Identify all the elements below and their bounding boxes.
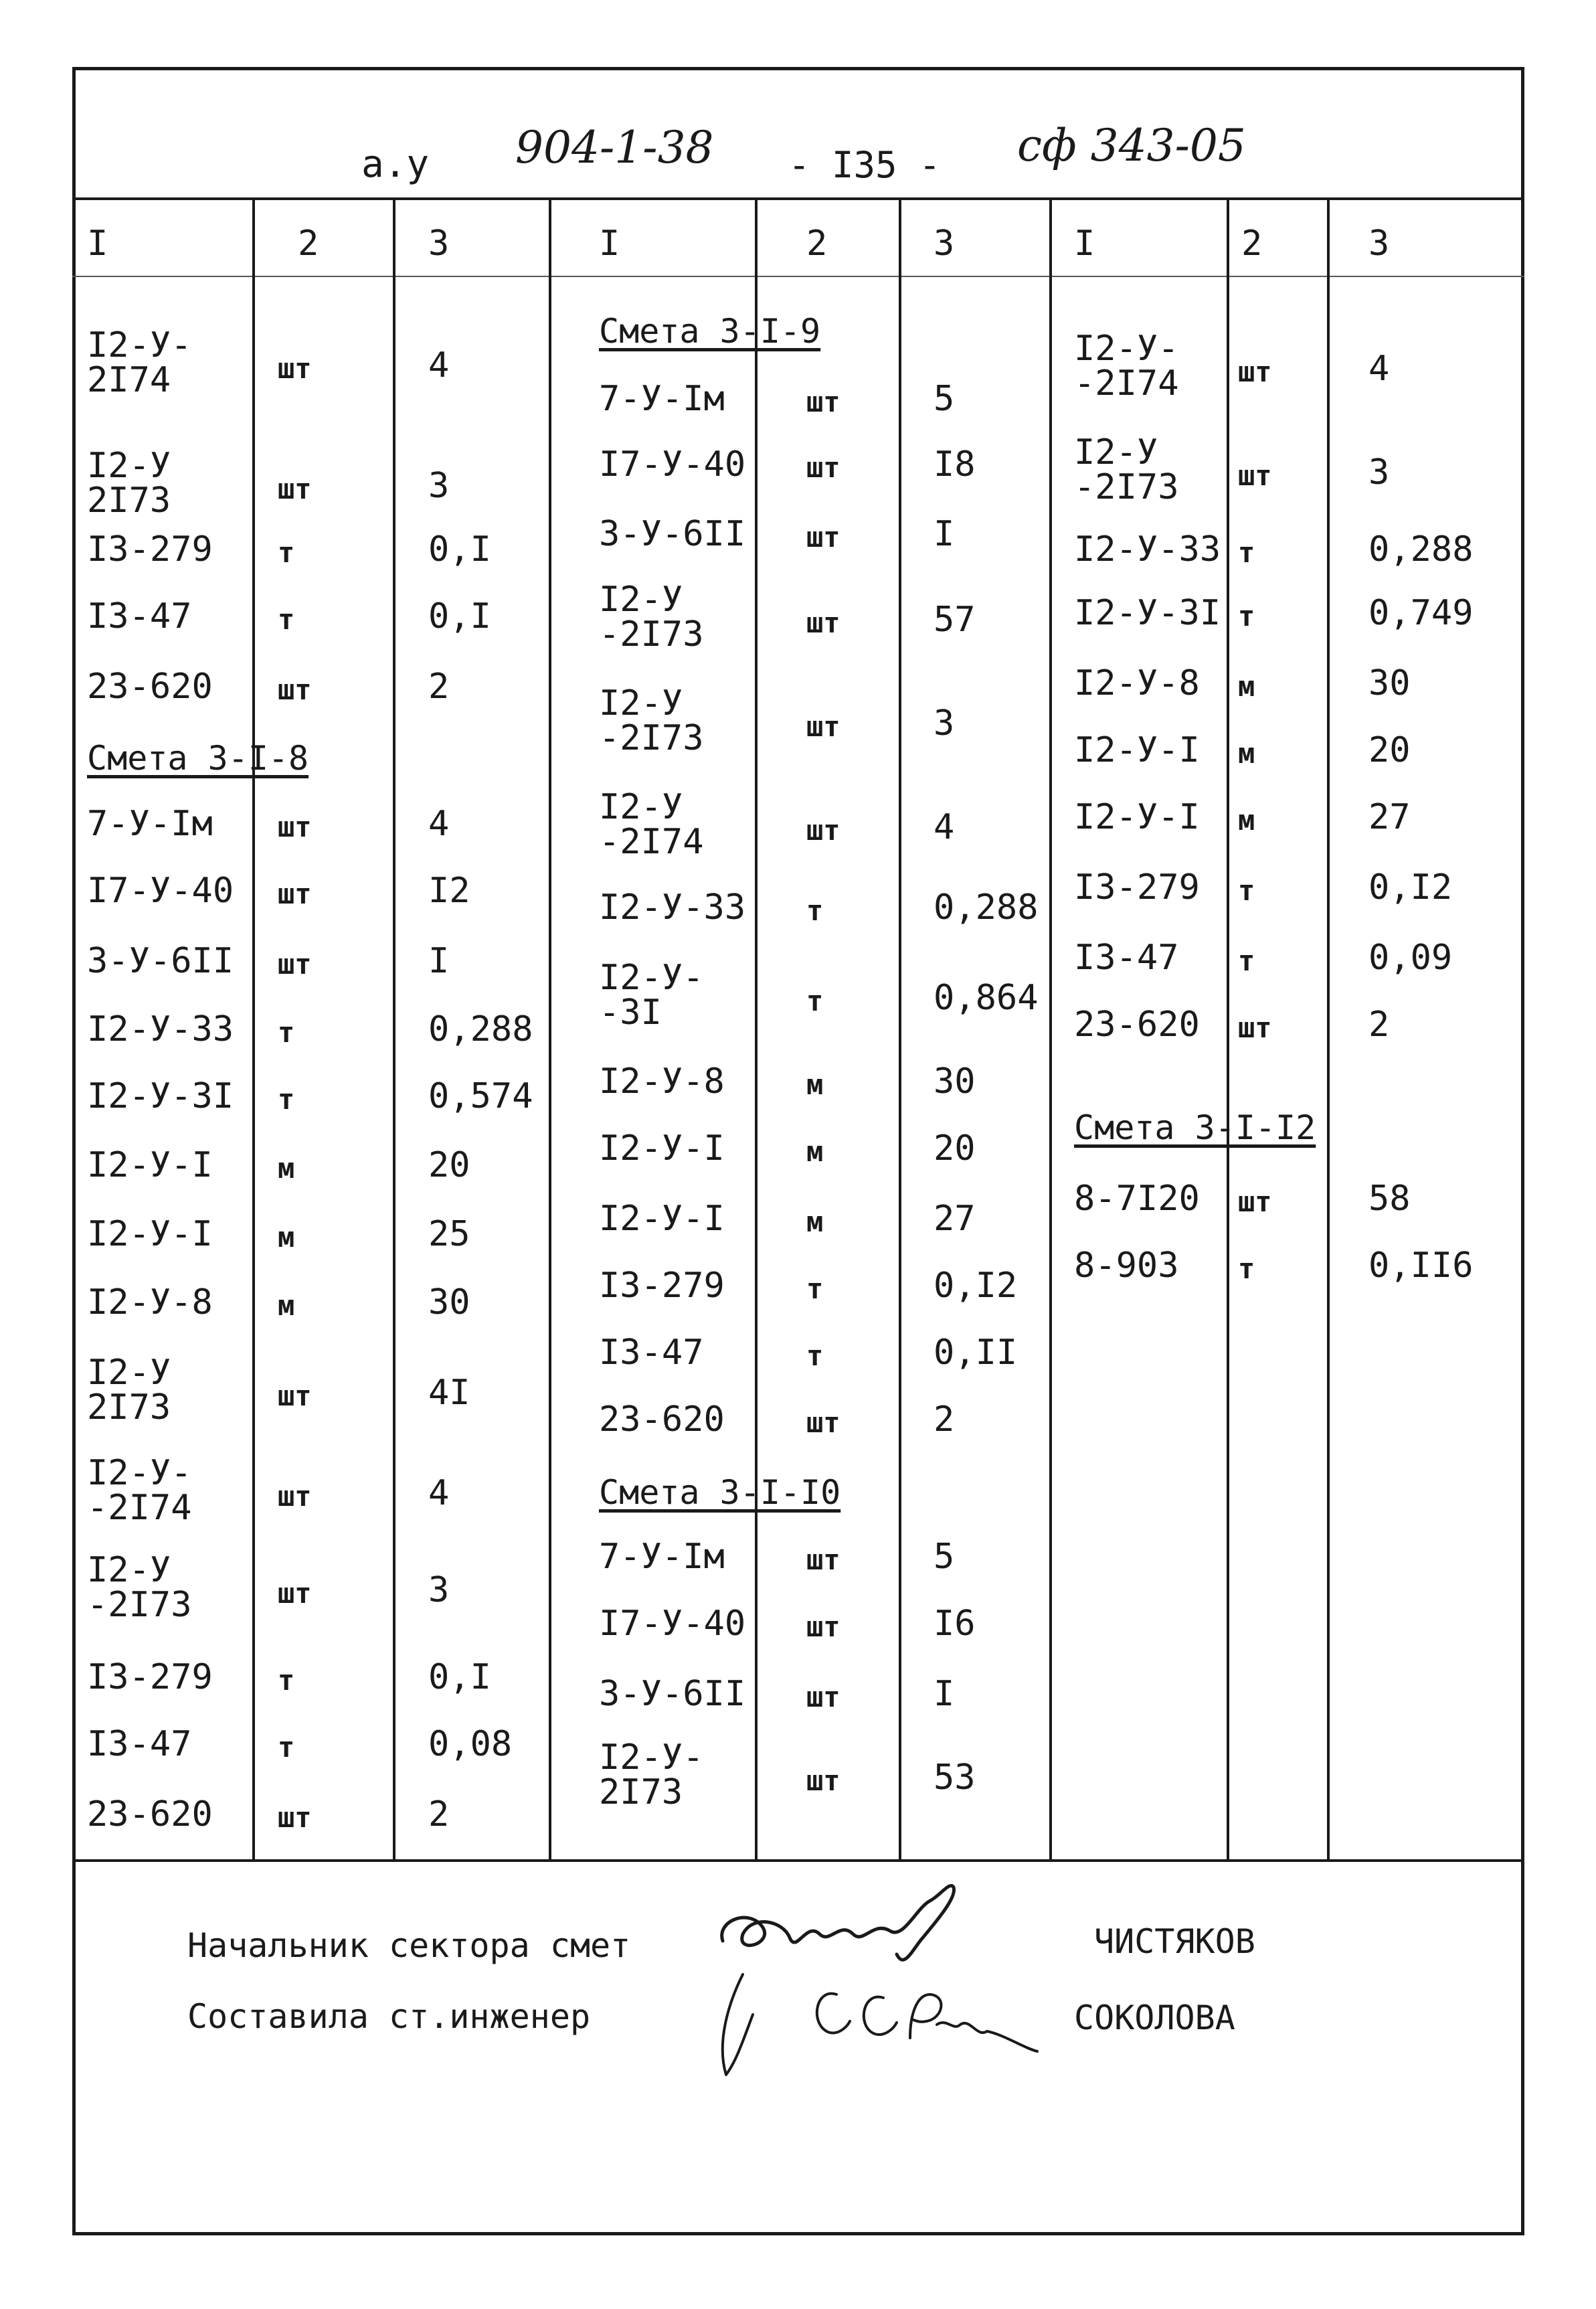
item-quantity: I [934,1674,955,1714]
col-divider [899,197,901,1859]
item-unit: м [278,1152,295,1185]
item-unit: шт [1238,1011,1272,1044]
item-unit: шт [1238,1185,1272,1218]
item-unit: м [1238,670,1255,703]
item-quantity: 0,I [428,529,491,570]
table-bottom-divider [72,1859,1524,1862]
item-unit: т [1238,536,1255,569]
item-quantity: 5 [934,379,955,419]
item-code: I2-У-3I [87,1076,234,1116]
item-code: I2-У -2I73 [599,580,704,655]
item-code: I2-У- -2I74 [1074,329,1179,404]
column-header: I [1074,224,1095,264]
item-code: I2-У -2I73 [87,1550,192,1625]
column-header-divider [72,276,1524,277]
header-prefix: а.у [361,143,430,186]
item-code: I3-279 [87,1657,213,1697]
item-code: I3-279 [599,1266,725,1306]
name-engineer: СОКОЛОВА [1074,1998,1235,2037]
column-header: 3 [934,224,955,264]
column-header: 2 [1241,224,1263,264]
column-header: I [599,224,620,264]
item-quantity: 57 [934,600,976,640]
item-code: I2-У 2I73 [87,1353,171,1428]
col-divider [1049,197,1052,1859]
item-quantity: 53 [934,1758,976,1798]
item-quantity: I [934,514,955,554]
item-unit: шт [806,814,840,847]
item-quantity: 0,08 [428,1724,513,1764]
item-unit: м [806,1068,824,1101]
item-code: 8-7I20 [1074,1179,1200,1219]
item-unit: т [278,536,295,569]
item-code: I2-У- -2I74 [87,1453,192,1528]
item-code: I2-У-I [1074,730,1200,770]
item-quantity: 4 [428,345,450,386]
item-quantity: 0,I [428,596,491,636]
project-code: 904-1-38 [515,122,714,173]
item-unit: т [806,985,824,1017]
item-quantity: 20 [934,1128,976,1169]
item-code: I2-У-8 [1074,663,1200,703]
item-code: 7-У-Iм [599,379,725,419]
item-unit: шт [278,877,312,910]
item-unit: т [278,1731,295,1764]
item-code: I7-У-40 [599,444,746,485]
item-code: I7-У-40 [87,871,234,911]
item-unit: шт [806,606,840,639]
item-unit: м [1238,737,1255,770]
item-code: I3-47 [87,1724,192,1764]
column-header: I [87,224,108,264]
item-quantity: 4 [428,1473,450,1513]
item-quantity: 2 [934,1399,955,1440]
item-code: I2-У- 2I74 [87,325,192,400]
item-quantity: 3 [934,703,955,744]
item-quantity: 0,I [428,1657,491,1697]
item-unit: шт [806,521,840,553]
signature-stroke [722,1885,954,1960]
item-code: I2-У -2I74 [599,787,704,862]
item-quantity: 25 [428,1214,470,1254]
item-code: 23-620 [87,667,213,707]
item-unit: т [806,1272,824,1305]
item-code: I2-У -2I73 [1074,432,1179,507]
item-code: I3-47 [599,1333,704,1373]
item-quantity: 0,II6 [1368,1246,1474,1286]
item-code: 23-620 [87,1794,213,1834]
item-unit: м [806,1205,824,1238]
item-unit: т [278,1664,295,1697]
item-unit: шт [278,473,312,505]
item-quantity: 4 [1368,349,1390,389]
item-code: I2-У-3I [1074,593,1221,633]
item-unit: шт [278,948,312,980]
item-quantity: 4 [428,804,450,844]
item-unit: шт [278,352,312,385]
col-divider [755,197,758,1859]
item-quantity: 30 [934,1061,976,1102]
item-code: 3-У-6II [599,1674,746,1714]
item-unit: шт [806,1406,840,1439]
item-quantity: 20 [428,1145,470,1185]
item-code: 3-У-6II [599,514,746,554]
item-unit: шт [806,386,840,418]
item-quantity: 5 [934,1537,955,1577]
column-header: 3 [1368,224,1390,264]
item-unit: т [806,894,824,927]
item-unit: шт [278,810,312,843]
item-quantity: 0,574 [428,1076,533,1116]
signature-stroke [817,1994,1037,2051]
item-code: 23-620 [599,1399,725,1440]
item-unit: шт [806,1610,840,1643]
item-unit: шт [278,1379,312,1412]
item-code: I2-У-33 [1074,529,1221,570]
item-quantity: 0,864 [934,978,1039,1018]
item-quantity: 58 [1368,1179,1411,1219]
item-code: 7-У-Iм [599,1537,725,1577]
item-code: I2-У- -3I [599,958,704,1033]
item-quantity: 2 [1368,1005,1390,1045]
column-header: 2 [298,224,319,264]
item-unit: шт [806,710,840,743]
handwritten-signatures [689,1881,1064,2102]
item-code: I3-279 [1074,867,1200,908]
item-quantity: 0,749 [1368,593,1474,633]
item-unit: шт [1238,355,1272,388]
column-header: 3 [428,224,450,264]
item-code: I2-У 2I73 [87,446,171,521]
item-unit: т [1238,1252,1255,1285]
col-divider [393,197,395,1859]
item-quantity: I6 [934,1604,976,1644]
name-head: ЧИСТЯКОВ [1094,1922,1255,1961]
item-code: I2-У-I [599,1199,725,1239]
item-unit: м [278,1289,295,1322]
item-code: I2-У-8 [87,1282,213,1322]
item-unit: т [278,1083,295,1116]
item-quantity: 0,288 [934,887,1039,928]
item-quantity: 30 [1368,663,1411,703]
item-unit: шт [278,1577,312,1610]
item-quantity: 30 [428,1282,470,1322]
item-code: I2-У-I [87,1214,213,1254]
item-code: 8-903 [1074,1246,1179,1286]
header-divider [72,197,1524,200]
item-quantity: 2 [428,667,450,707]
item-quantity: 0,09 [1368,938,1453,978]
item-code: I3-47 [87,596,192,636]
item-code: I2-У-33 [599,887,746,928]
item-quantity: 3 [428,466,450,506]
item-code: I7-У-40 [599,1604,746,1644]
item-code: I3-47 [1074,938,1179,978]
item-unit: шт [1238,459,1272,492]
item-quantity: 2 [428,1794,450,1834]
col-divider [1327,197,1330,1859]
item-code: I2-У-I [1074,797,1200,837]
page-number: - I35 - [788,144,941,186]
item-code: 7-У-Iм [87,804,213,844]
item-unit: т [278,1016,295,1049]
item-unit: шт [806,1681,840,1713]
item-unit: м [806,1135,824,1168]
item-code: I3-279 [87,529,213,570]
item-unit: т [1238,600,1255,632]
item-quantity: I2 [428,871,470,911]
item-unit: шт [278,673,312,706]
item-quantity: 20 [1368,730,1411,770]
item-unit: шт [806,1543,840,1576]
estimate-section-title: Смета 3-I-9 [599,312,821,351]
item-unit: шт [278,1801,312,1834]
estimate-section-title: Смета 3-I-8 [87,739,309,778]
col-divider [1227,197,1229,1859]
item-unit: м [278,1221,295,1254]
item-quantity: 0,II [934,1333,1018,1373]
item-code: I2-У-I [599,1128,725,1169]
item-quantity: I8 [934,444,976,485]
column-header: 2 [806,224,828,264]
item-quantity: 0,I2 [934,1266,1018,1306]
signature-stroke [723,1974,753,2075]
item-quantity: 4 [934,807,955,847]
item-code: 3-У-6II [87,941,234,981]
item-quantity: 3 [1368,452,1390,493]
item-unit: т [1238,944,1255,977]
col-divider [252,197,255,1859]
item-unit: т [278,603,295,636]
item-quantity: 0,288 [428,1009,533,1049]
item-unit: шт [806,451,840,484]
item-code: I2-У-33 [87,1009,234,1049]
item-code: I2-У-8 [599,1061,725,1102]
col-divider [549,197,551,1859]
estimate-section-title: Смета 3-I-I2 [1074,1108,1316,1147]
item-quantity: 0,I2 [1368,867,1453,908]
item-quantity: 4I [428,1373,470,1413]
item-unit: м [1238,804,1255,837]
role-head: Начальник сектора смет [187,1926,631,1965]
item-code: I2-У-I [87,1145,213,1185]
item-quantity: I [428,941,450,981]
role-engineer: Составила ст.инженер [187,1997,591,2036]
item-unit: шт [806,1764,840,1797]
item-quantity: 0,288 [1368,529,1474,570]
item-code: I2-У- 2I73 [599,1737,704,1812]
item-code: 23-620 [1074,1005,1200,1045]
sheet-code: сф 343-05 [1017,120,1246,171]
item-quantity: 27 [1368,797,1411,837]
estimate-section-title: Смета 3-I-I0 [599,1473,841,1512]
item-quantity: 3 [428,1570,450,1610]
item-code: I2-У -2I73 [599,683,704,758]
item-quantity: 27 [934,1199,976,1239]
item-unit: шт [278,1480,312,1513]
item-unit: т [1238,874,1255,907]
item-unit: т [806,1339,824,1372]
